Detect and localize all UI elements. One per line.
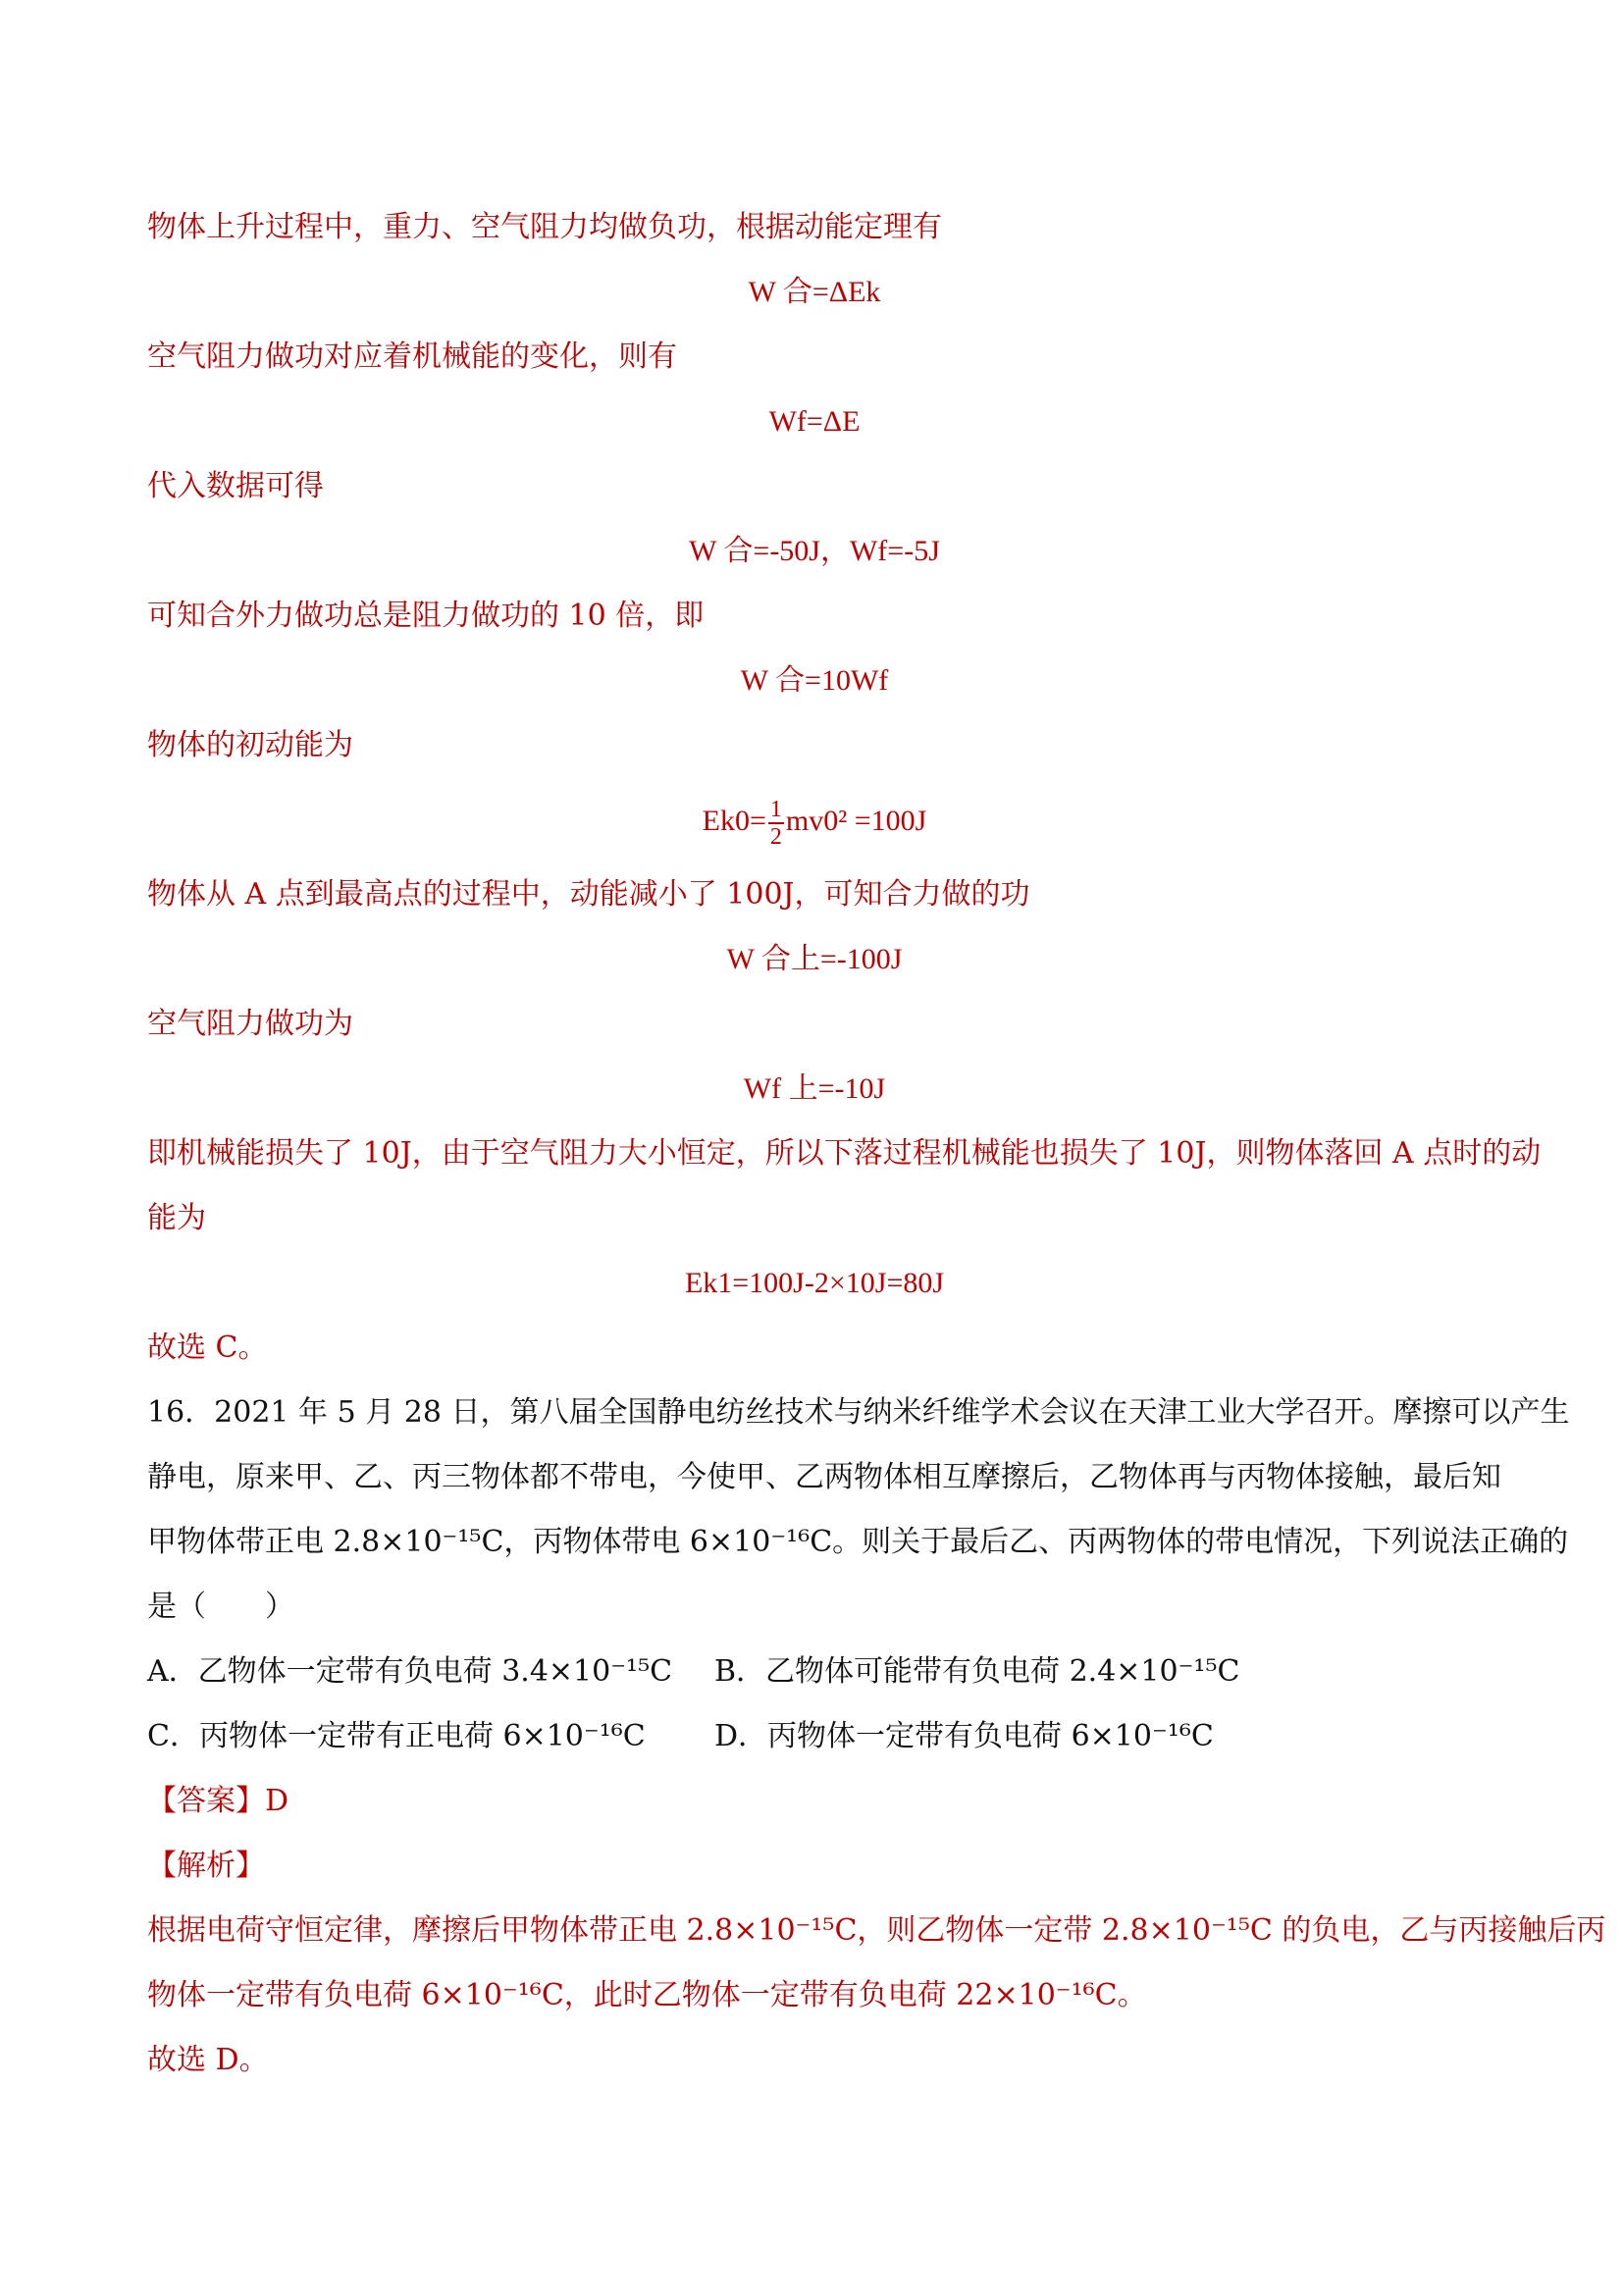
formula5-suffix: mv0² =100J bbox=[785, 804, 927, 837]
formula-work-energy: W 合=ΔEk bbox=[748, 276, 881, 308]
formula-friction-work: Wf=ΔE bbox=[768, 405, 861, 438]
question-16-stem-line-2: 静电，原来甲、乙、丙三物体都不带电，今使甲、乙两物体相互摩擦后，乙物体再与丙物体接触，最后知 bbox=[147, 1460, 1501, 1494]
solution-15-conclusion: 故选 C。 bbox=[147, 1331, 268, 1365]
option-c: C．丙物体一定带有正电荷 6×10⁻¹⁶C bbox=[147, 1719, 646, 1753]
solution-line-7: 空气阻力做功为 bbox=[147, 1007, 353, 1041]
formula-friction-work-up: Wf 上=-10J bbox=[743, 1072, 886, 1105]
solution-line-6: 物体从 A 点到最高点的过程中，动能减小了 100J，可知合力做的功 bbox=[147, 877, 1030, 912]
question-16-stem-line-3: 甲物体带正电 2.8×10⁻¹⁵C，丙物体带电 6×10⁻¹⁶C。则关于最后乙、丙两物体的带电情况，下列说法正确的 bbox=[147, 1525, 1569, 1559]
option-b: B．乙物体可能带有负电荷 2.4×10⁻¹⁵C bbox=[714, 1654, 1240, 1689]
answer-value: D bbox=[265, 1784, 289, 1818]
question-16-stem-line-4: 是（ ） bbox=[147, 1590, 294, 1624]
analysis-line-1: 根据电荷守恒定律，摩擦后甲物体带正电 2.8×10⁻¹⁵C，则乙物体一定带 2.8×10⁻¹⁵C 的负电，乙与丙接触后丙 bbox=[147, 1913, 1606, 1948]
formula-work-up: W 合上=-100J bbox=[726, 943, 903, 975]
formula5-prefix: Ek0= bbox=[702, 804, 766, 837]
question-16-stem-line-1: 16．2021 年 5 月 28 日，第八届全国静电纺丝技术与纳米纤维学术会议在天津工业大学召开。摩擦可以产生 bbox=[147, 1395, 1570, 1430]
formula-substituted-values: W 合=-50J，Wf=-5J bbox=[689, 535, 940, 567]
formula-ratio: W 合=10Wf bbox=[740, 664, 889, 697]
solution-line-4: 可知合外力做功总是阻力做功的 10 倍，即 bbox=[147, 599, 705, 633]
formula-final-kinetic-energy: Ek1=100J-2×10J=80J bbox=[684, 1267, 945, 1299]
fraction-numerator: 1 bbox=[769, 797, 782, 822]
question-16-conclusion: 故选 D。 bbox=[147, 2043, 269, 2077]
option-d: D．丙物体一定带有负电荷 6×10⁻¹⁶C bbox=[714, 1719, 1214, 1753]
solution-line-1: 物体上升过程中，重力、空气阻力均做负功，根据动能定理有 bbox=[147, 210, 942, 244]
solution-line-2: 空气阻力做功对应着机械能的变化，则有 bbox=[147, 339, 677, 374]
solution-line-5: 物体的初动能为 bbox=[147, 728, 353, 762]
fraction-one-half bbox=[768, 797, 784, 850]
analysis-line-2: 物体一定带有负电荷 6×10⁻¹⁶C，此时乙物体一定带有负电荷 22×10⁻¹⁶C。 bbox=[147, 1978, 1147, 2012]
solution-line-8b: 能为 bbox=[147, 1201, 206, 1235]
formula-initial-kinetic-energy bbox=[147, 797, 1482, 850]
solution-line-3: 代入数据可得 bbox=[147, 469, 324, 503]
option-a: A．乙物体一定带有负电荷 3.4×10⁻¹⁵C bbox=[147, 1654, 673, 1689]
answer-label: 【答案】 bbox=[147, 1784, 265, 1818]
analysis-label: 【解析】 bbox=[147, 1849, 265, 1883]
fraction-denominator: 2 bbox=[769, 824, 782, 850]
solution-line-8a: 即机械能损失了 10J，由于空气阻力大小恒定，所以下落过程机械能也损失了 10J，则物体落回 A 点时的动 bbox=[147, 1136, 1542, 1171]
answer-line bbox=[147, 1782, 1482, 1821]
